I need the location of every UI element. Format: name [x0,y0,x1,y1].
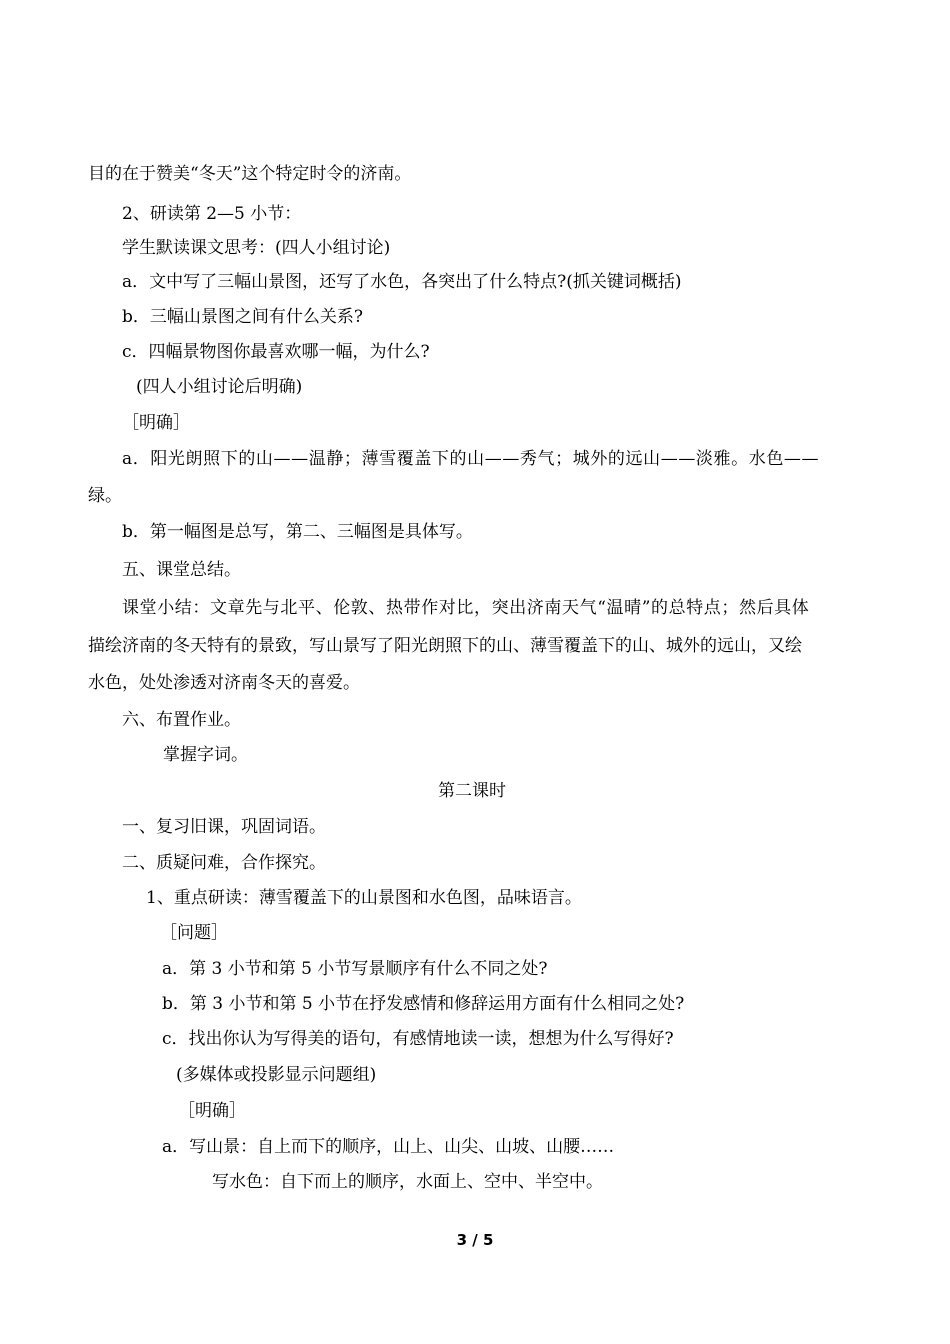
text-line: 目的在于赞美“冬天”这个特定时令的济南。 [88,164,412,184]
text-line: 掌握字词。 [163,745,248,765]
answer-item: a．写山景：自上而下的顺序，山上、山尖、山坡、山腰…… [162,1137,615,1157]
answer-item: 写水色：自下而上的顺序，水面上、空中、半空中。 [212,1172,603,1192]
text-line: 水色，处处渗透对济南冬天的喜爱。 [88,673,360,693]
lesson-title: 第二课时 [438,781,506,801]
label-clarify: ［明确］ [122,413,190,433]
answer-item: a．阳光朗照下的山——温静；薄雪覆盖下的山——秀气；城外的远山——淡雅。水色—— [122,449,820,469]
text-line: 课堂小结：文章先与北平、伦敦、热带作对比，突出济南天气“温晴”的总特点；然后具体 [122,598,810,618]
page-number: 3 / 5 [456,1231,494,1249]
section-heading: 1、重点研读：薄雪覆盖下的山景图和水色图，品味语言。 [146,888,582,908]
text-line: 绿。 [88,486,122,506]
text-line: (四人小组讨论后明确) [136,377,303,397]
section-heading: 五、课堂总结。 [122,560,241,580]
label-question: ［问题］ [160,923,228,943]
answer-item: b．第一幅图是总写，第二、三幅图是具体写。 [122,522,473,542]
text-line: 学生默读课文思考：(四人小组讨论) [122,238,391,258]
question-item: a．文中写了三幅山景图，还写了水色，各突出了什么特点?(抓关键词概括) [122,272,682,292]
section-heading: 一、复习旧课，巩固词语。 [122,817,326,837]
question-item: a．第 3 小节和第 5 小节写景顺序有什么不同之处? [162,959,548,979]
section-heading: 二、质疑问难，合作探究。 [122,853,326,873]
question-item: c．找出你认为写得美的语句，有感情地读一读，想想为什么写得好? [162,1029,674,1049]
question-item: c．四幅景物图你最喜欢哪一幅，为什么? [122,342,430,362]
section-heading: 2、研读第 2—5 小节： [122,204,302,224]
text-line: (多媒体或投影显示问题组) [176,1065,377,1085]
text-line: 描绘济南的冬天特有的景致，写山景写了阳光朗照下的山、薄雪覆盖下的山、城外的远山，又绘 [88,636,802,656]
question-item: b．三幅山景图之间有什么关系? [122,307,363,327]
section-heading: 六、布置作业。 [122,710,241,730]
question-item: b．第 3 小节和第 5 小节在抒发感情和修辞运用方面有什么相同之处? [162,994,685,1014]
label-clarify: ［明确］ [178,1101,246,1121]
